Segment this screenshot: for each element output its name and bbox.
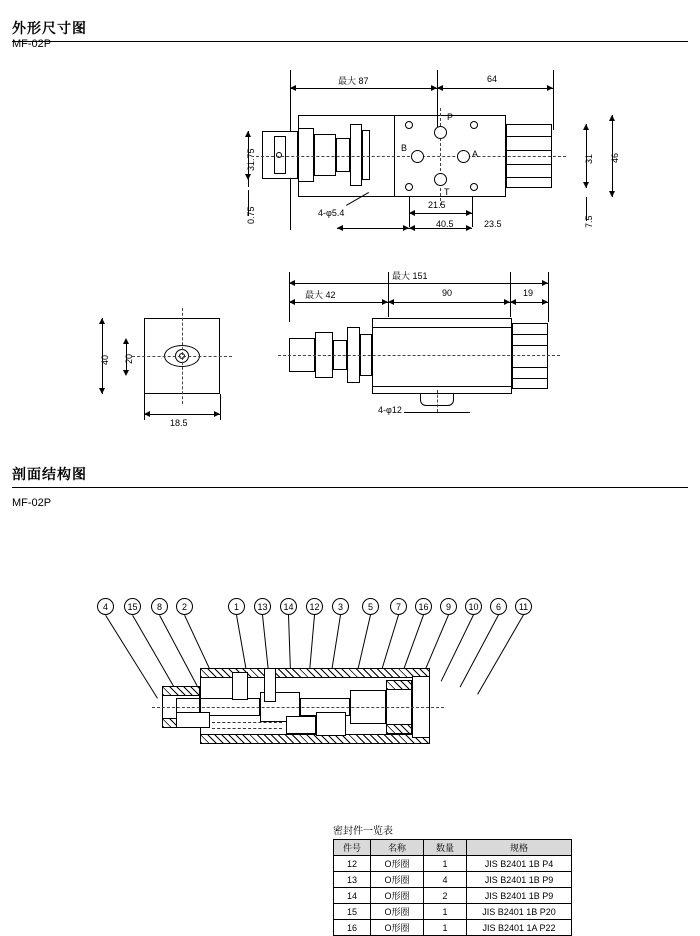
seal-cell-spec: JIS B2401 1B P4 xyxy=(467,856,572,872)
section-cap-hatch-top xyxy=(386,680,412,690)
dim-arrow-down-left xyxy=(245,174,251,180)
dim-line-body-length xyxy=(388,302,510,303)
end-cap-line-2 xyxy=(506,150,552,151)
dim-left-length: 最大 42 xyxy=(305,290,336,300)
centerline-vertical-top-view xyxy=(440,108,441,206)
section-lower-chamber xyxy=(316,712,346,736)
dim-line-port-spacing-1 xyxy=(409,213,472,214)
dim-coil-center-height: 20 xyxy=(124,353,134,364)
section-hidden-line-2 xyxy=(212,728,282,729)
balloon-11[interactable]: 11 xyxy=(515,598,532,615)
section-body-hatch-bottom xyxy=(200,734,430,744)
dim-line-left-length xyxy=(289,302,388,303)
seal-cell-name: O形圈 xyxy=(371,856,424,872)
dim-line-right-block xyxy=(437,88,553,89)
dim-line-overall-length xyxy=(289,283,548,284)
seal-cell-qty: 1 xyxy=(424,920,467,936)
leader-11 xyxy=(477,615,524,695)
seal-cell-item-no: 14 xyxy=(334,888,371,904)
solenoid-flange xyxy=(298,128,314,182)
balloon-12[interactable]: 12 xyxy=(306,598,323,615)
section-title-section-drawing: 剖面结构图 xyxy=(12,466,87,482)
table-row xyxy=(334,888,572,904)
seal-table-caption: 密封件一览表 xyxy=(333,826,393,837)
section-rule-2 xyxy=(12,487,688,488)
section-lower-passage xyxy=(286,716,316,734)
port-circle-a xyxy=(457,150,470,163)
seal-cell-qty: 2 xyxy=(424,888,467,904)
cap-line-2 xyxy=(512,345,548,346)
balloon-3[interactable]: 3 xyxy=(332,598,349,615)
port-circle-p xyxy=(434,126,447,139)
centerline-section-drawing xyxy=(152,707,444,708)
dim-left-height: 31.75 xyxy=(246,148,256,171)
leader-14 xyxy=(288,615,291,673)
dim-arrow-r-21 xyxy=(466,210,472,216)
cap-line-1 xyxy=(512,334,548,335)
body-line-top xyxy=(372,327,512,328)
seal-table-wrapper xyxy=(333,822,572,936)
dim-arrow-up-left xyxy=(245,131,251,137)
ext-line-right xyxy=(553,70,554,130)
dim-coil-height: 40 xyxy=(100,354,110,365)
dim-arrow-left-2 xyxy=(437,85,443,91)
dim-arrow-d-20 xyxy=(123,370,129,376)
section-poppet xyxy=(232,672,248,700)
seal-cell-spec: JIS B2401 1B P20 xyxy=(467,904,572,920)
mount-hole-br xyxy=(470,183,478,191)
solenoid-stem xyxy=(336,138,350,172)
seal-cell-qty: 1 xyxy=(424,856,467,872)
section-seat xyxy=(264,668,276,702)
leader-13 xyxy=(262,615,269,675)
ext-line-coil-w-r xyxy=(220,394,221,420)
mount-hole-tr xyxy=(470,121,478,129)
dim-coil-width: 18.5 xyxy=(170,418,188,428)
dim-arrow-r-40 xyxy=(403,225,409,231)
dim-body-length: 90 xyxy=(442,288,453,298)
seal-cell-name: O形圈 xyxy=(371,888,424,904)
dim-arrow-l-40 xyxy=(337,225,343,231)
dim-arrow-l-90 xyxy=(388,299,394,305)
dim-arrow-down-r2 xyxy=(609,191,615,197)
end-cap-line-4 xyxy=(506,177,552,178)
seal-cell-qty: 1 xyxy=(424,904,467,920)
cap-line-3 xyxy=(512,367,548,368)
seal-header-item-no: 件号 xyxy=(334,840,371,856)
end-cap-front xyxy=(512,323,548,389)
seal-cell-spec: JIS B2401 1B P9 xyxy=(467,872,572,888)
balloon-8[interactable]: 8 xyxy=(151,598,168,615)
table-row xyxy=(334,872,572,888)
balloon-2[interactable]: 2 xyxy=(176,598,193,615)
solenoid-tube xyxy=(350,124,362,186)
dim-line-overall-width xyxy=(290,88,437,89)
section-header-dimensions xyxy=(12,18,688,42)
balloon-5[interactable]: 5 xyxy=(362,598,379,615)
section-coil-terminal xyxy=(176,712,210,728)
dim-arrow-d-40 xyxy=(99,388,105,394)
centerline-front-view xyxy=(278,355,560,356)
dim-arrow-l-151 xyxy=(289,280,295,286)
port-label-t: T xyxy=(444,187,450,197)
dim-bottom-right-offset: 7.5 xyxy=(584,215,594,228)
seal-header-name: 名称 xyxy=(371,840,424,856)
solenoid-nut xyxy=(314,134,336,176)
section-title-dimensions: 外形尺寸图 xyxy=(12,20,87,36)
balloon-1[interactable]: 1 xyxy=(228,598,245,615)
dim-arrow-l-42 xyxy=(289,299,295,305)
model-label-section: MF-02P xyxy=(12,497,52,509)
dim-arrow-l-19 xyxy=(510,299,516,305)
seal-cell-spec: JIS B2401 1B P9 xyxy=(467,888,572,904)
dim-port-spacing-3: 23.5 xyxy=(484,219,502,229)
dim-arrow-r-19 xyxy=(542,299,548,305)
end-cap-line-3 xyxy=(506,164,552,165)
dim-overall-width: 最大 87 xyxy=(338,76,369,86)
balloon-7[interactable]: 7 xyxy=(390,598,407,615)
leader-mount-hole xyxy=(404,412,470,413)
port-circle-b xyxy=(411,150,424,163)
port-label-p: P xyxy=(447,112,454,122)
leader-8 xyxy=(159,615,197,686)
seal-cell-spec: JIS B2401 1A P22 xyxy=(467,920,572,936)
port-label-a: A xyxy=(472,149,479,159)
dim-arrow-left-1 xyxy=(290,85,296,91)
balloon-4[interactable]: 4 xyxy=(97,598,114,615)
section-coil-hatch-top xyxy=(162,686,200,696)
leader-6 xyxy=(460,615,499,688)
ext-line-f-mid2 xyxy=(510,272,511,317)
leader-7 xyxy=(380,615,399,675)
body-line-bottom xyxy=(372,386,512,387)
seal-cell-item-no: 16 xyxy=(334,920,371,936)
dim-port-spacing-1: 21.5 xyxy=(428,200,446,210)
port-label-b: B xyxy=(401,143,408,153)
model-label-dimensions: MF-02P xyxy=(12,38,52,50)
dim-right-block-width: 64 xyxy=(487,74,498,84)
dim-total-height: 46 xyxy=(610,152,620,163)
dim-hole-callout: 4-φ5.4 xyxy=(318,208,345,218)
seal-table xyxy=(333,839,572,936)
leader-15 xyxy=(132,615,174,687)
balloon-14[interactable]: 14 xyxy=(280,598,297,615)
leader-16 xyxy=(401,615,424,675)
seal-cell-name: O形圈 xyxy=(371,872,424,888)
balloon-15[interactable]: 15 xyxy=(124,598,141,615)
seal-header-qty: 数量 xyxy=(424,840,467,856)
ext-line-f-mid1 xyxy=(388,272,389,317)
dim-right-length: 19 xyxy=(523,288,534,298)
dim-arrow-l-21 xyxy=(409,210,415,216)
dim-line-coil-width xyxy=(144,414,220,415)
leader-4 xyxy=(105,615,158,699)
section-cap-hatch-bottom xyxy=(386,724,412,734)
solenoid-collar xyxy=(362,130,370,180)
dim-right-height: 31 xyxy=(584,153,594,164)
port-circle-t xyxy=(434,173,447,186)
section-header-section-drawing xyxy=(12,464,688,488)
table-row xyxy=(334,920,572,936)
ext-line-21-5-right xyxy=(472,197,473,227)
section-rule-1 xyxy=(12,41,688,42)
section-hidden-line xyxy=(212,722,282,723)
leader-5 xyxy=(356,615,371,676)
dim-arrow-r-151 xyxy=(542,280,548,286)
end-cap-line-1 xyxy=(506,136,552,137)
ext-line-f-right xyxy=(548,272,549,322)
table-row xyxy=(334,904,572,920)
dim-arrow-l-185 xyxy=(144,411,150,417)
seal-cell-item-no: 13 xyxy=(334,872,371,888)
dim-arrow-l-23 xyxy=(409,225,415,231)
leader-10 xyxy=(441,615,474,682)
table-row xyxy=(334,856,572,872)
balloon-13[interactable]: 13 xyxy=(254,598,271,615)
dim-mount-hole: 4-φ12 xyxy=(378,405,402,415)
dim-arrow-up-r1 xyxy=(583,124,589,130)
seal-cell-name: O形圈 xyxy=(371,920,424,936)
dim-line-port-spacing-2 xyxy=(337,228,409,229)
seal-cell-item-no: 12 xyxy=(334,856,371,872)
seal-cell-qty: 4 xyxy=(424,872,467,888)
balloon-6[interactable]: 6 xyxy=(490,598,507,615)
dim-overall-length: 最大 151 xyxy=(392,271,428,281)
dim-arrow-up-r2 xyxy=(609,115,615,121)
seal-cell-item-no: 15 xyxy=(334,904,371,920)
dim-arrow-r-23 xyxy=(466,225,472,231)
seal-cell-name: O形圈 xyxy=(371,904,424,920)
centerline-end-view-v xyxy=(182,308,183,404)
balloon-10[interactable]: 10 xyxy=(465,598,482,615)
dim-arrow-right-2 xyxy=(547,85,553,91)
dim-arrow-u-20 xyxy=(123,338,129,344)
dim-arrow-u-40 xyxy=(99,318,105,324)
solenoid-pin xyxy=(276,152,282,158)
cap-line-4 xyxy=(512,378,548,379)
mount-boss-centerline xyxy=(437,390,438,412)
leader-12 xyxy=(309,615,315,675)
valve-body-front xyxy=(372,318,512,394)
dim-arrow-r-185 xyxy=(214,411,220,417)
balloon-9[interactable]: 9 xyxy=(440,598,457,615)
seal-table-header-row xyxy=(334,840,572,856)
seal-header-spec: 规格 xyxy=(467,840,572,856)
mount-hole-bl xyxy=(405,183,413,191)
balloon-16[interactable]: 16 xyxy=(415,598,432,615)
mount-hole-tl xyxy=(405,121,413,129)
dim-bottom-offset: 0.75 xyxy=(246,206,256,224)
dim-port-spacing-2: 40.5 xyxy=(436,219,454,229)
dim-arrow-down-r1 xyxy=(583,182,589,188)
